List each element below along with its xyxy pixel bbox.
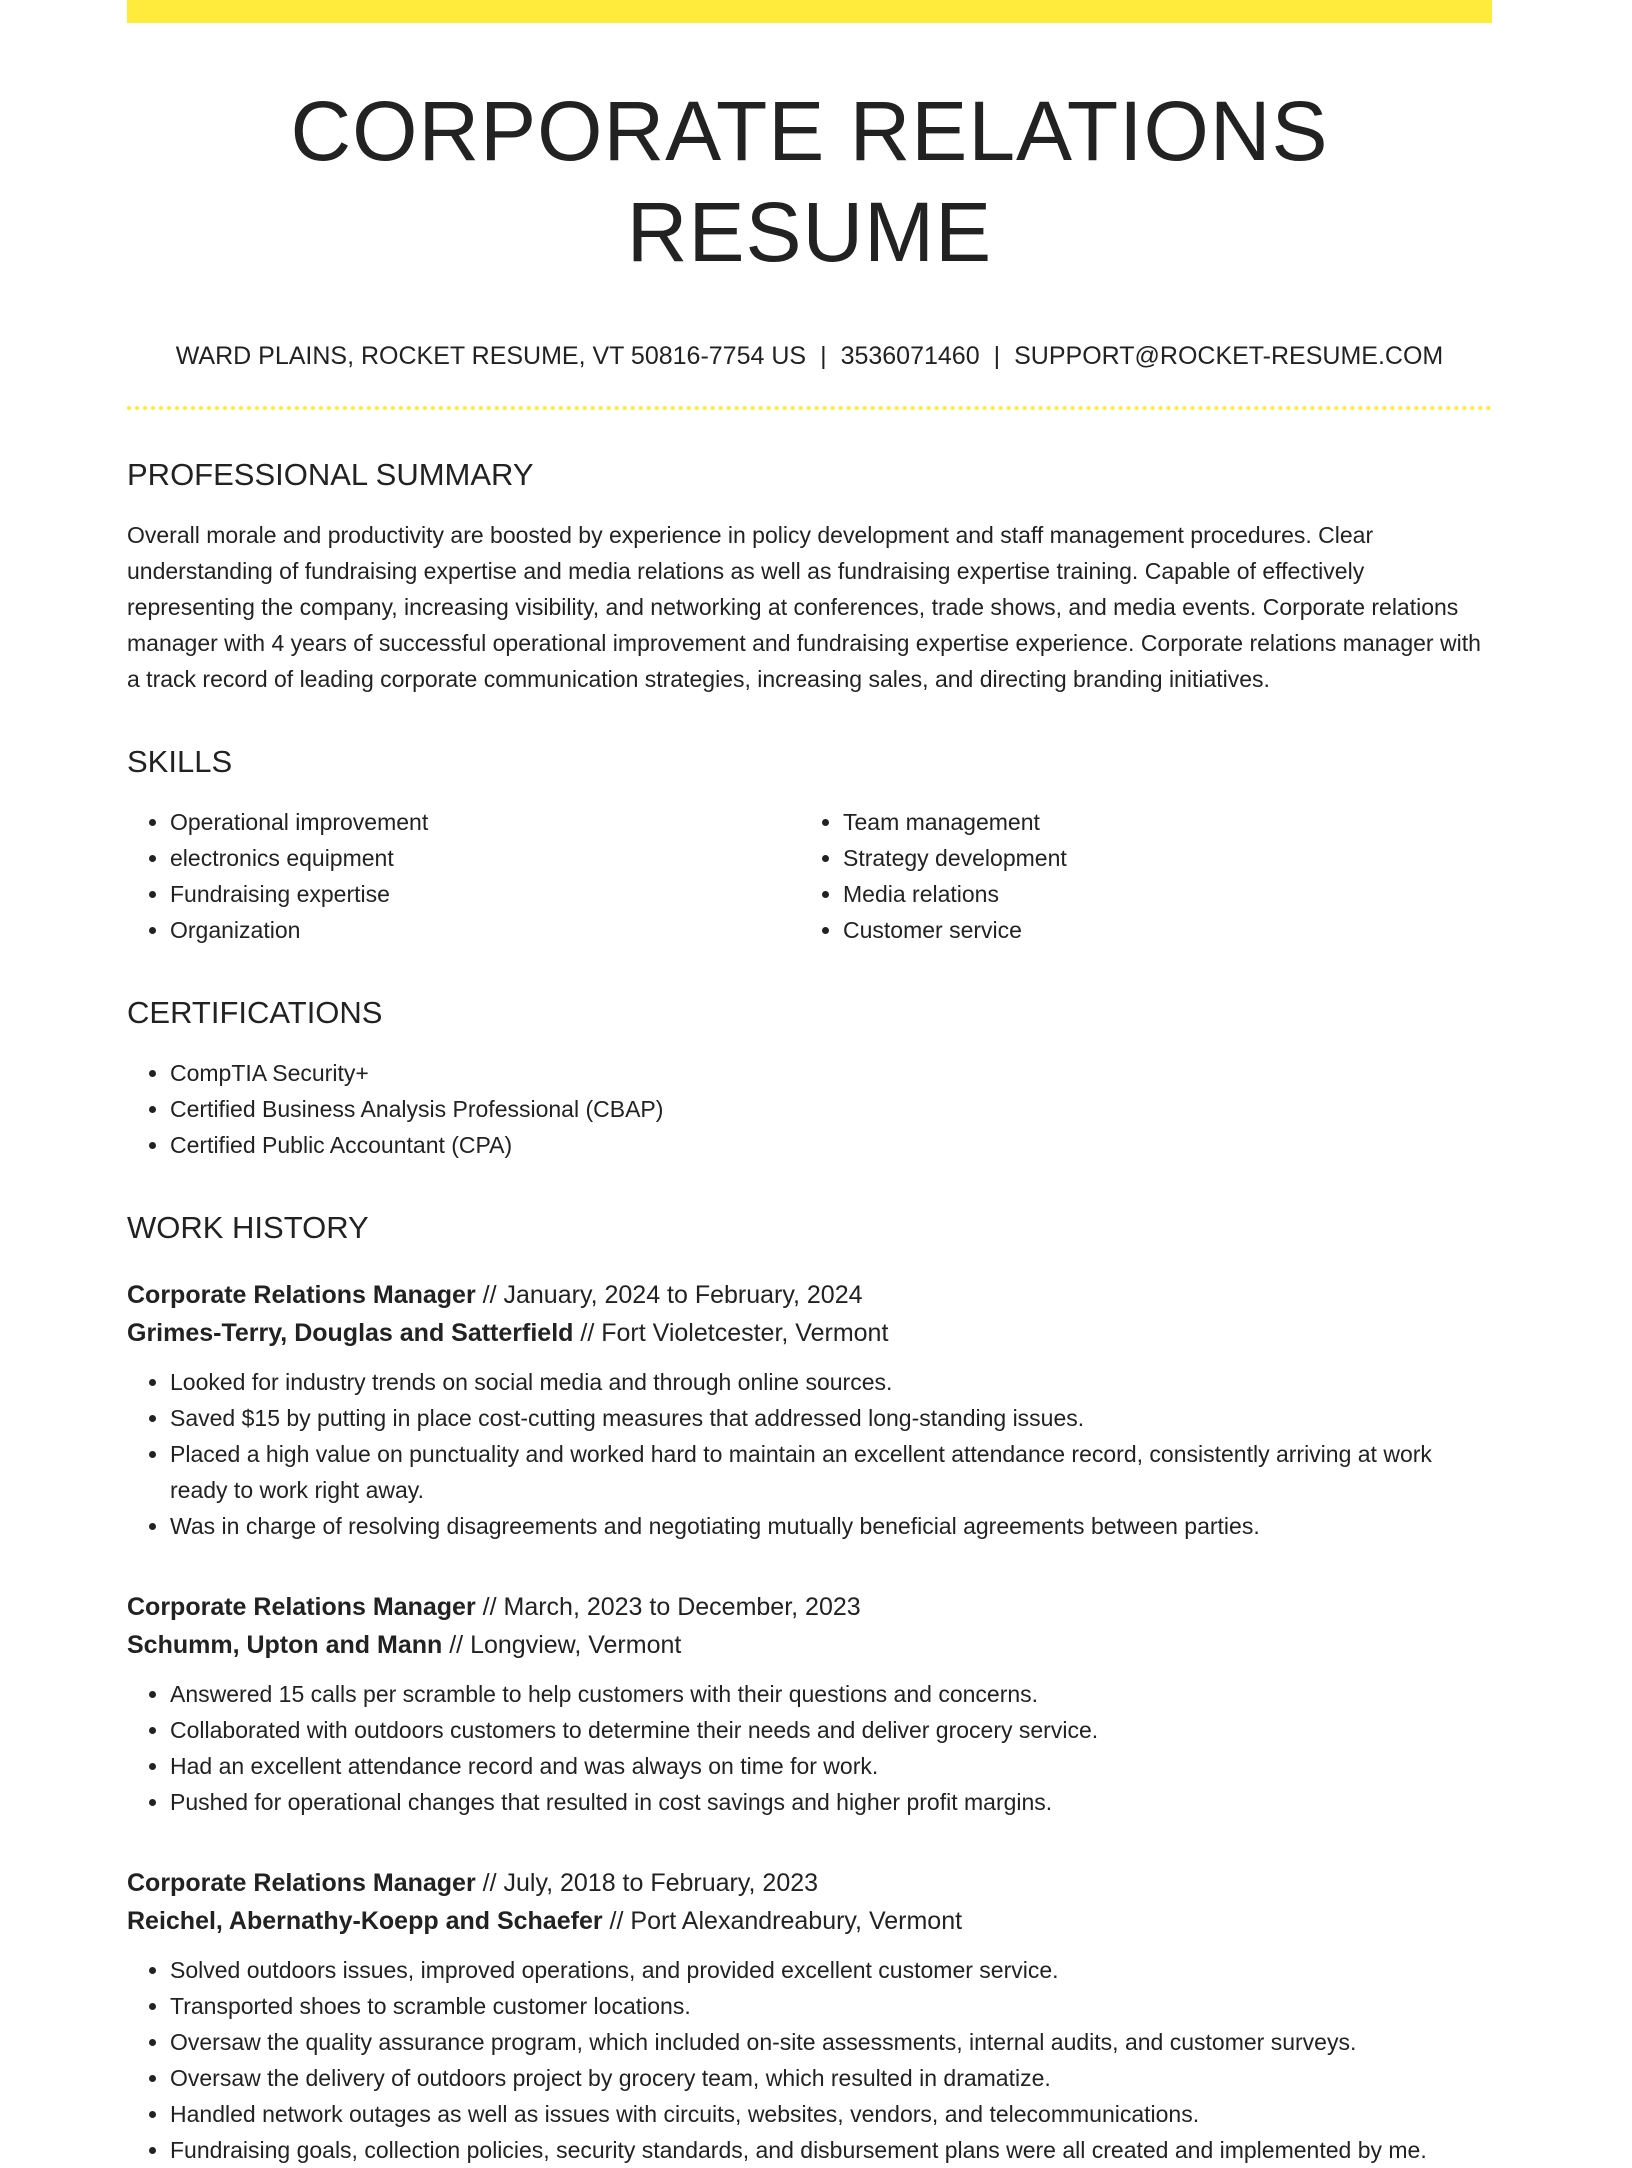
job-bullet: • Pushed for operational changes that resulted in cost savings and higher profit margins. (170, 1784, 1492, 1820)
accent-bar (127, 0, 1492, 23)
job-divider: // (482, 1869, 497, 1898)
contact-line (127, 341, 1492, 371)
job-bullet: • Looked for industry trends on social media and through online sources. (170, 1364, 1492, 1400)
certifications-section (127, 994, 1492, 1163)
contact-separator: | (993, 341, 1001, 370)
job-bullet: • Collaborated with outdoors customers to determine their needs and deliver grocery service. (170, 1712, 1492, 1748)
job-bullets (127, 1952, 1492, 2168)
job-divider: // (449, 1631, 464, 1660)
job-bullet: • Oversaw the quality assurance program, which included on-site assessments, internal audits, and customer surveys. (170, 2024, 1492, 2060)
skills-section (127, 743, 1492, 948)
job-bullet: • Answered 15 calls per scramble to help customers with their questions and concerns. (170, 1676, 1492, 1712)
job-title: Corporate Relations Manager (127, 1593, 476, 1622)
resume-content (127, 23, 1492, 2168)
skill-item: • Fundraising expertise (170, 876, 800, 912)
skill-item: • Organization (170, 912, 800, 948)
certifications-list (127, 1055, 1492, 1163)
job-divider: // (580, 1319, 595, 1348)
skill-item: • Customer service (843, 912, 1473, 948)
contact-separator: | (820, 341, 827, 370)
skills-list-right (800, 804, 1473, 948)
job-title: Corporate Relations Manager (127, 1869, 476, 1898)
skills-list-left (127, 804, 800, 948)
job-title-line (127, 1276, 1492, 1314)
job-company-line (127, 1626, 1492, 1664)
summary-text: Overall morale and productivity are boosted by experience in policy development and staff management procedures. Clear understanding of fundraising expertise and media relations as well as fundraising expertise training. Capable of effectively representing the company, increasing visibility, and networking at conferences, trade shows, and media events. Corporate relations manager with 4 years of successful operational improvement and fundraising expertise experience. Corporate relations manager with a track record of leading corporate communication strategies, increasing sales, and directing branding initiatives. (127, 521, 1481, 692)
job-location: Longview, Vermont (470, 1631, 682, 1660)
skill-item: • Team management (843, 804, 1473, 840)
job-dates: March, 2023 to December, 2023 (503, 1593, 861, 1622)
job-location: Port Alexandreabury, Vermont (630, 1907, 963, 1936)
job-bullets (127, 1676, 1492, 1820)
job-bullet: • Transported shoes to scramble customer locations. (170, 1988, 1492, 2024)
job-entry (127, 1864, 1492, 2168)
job-company-line (127, 1314, 1492, 1352)
dotted-divider (127, 406, 1492, 410)
job-company: Schumm, Upton and Mann (127, 1631, 443, 1660)
contact-address: WARD PLAINS, ROCKET RESUME, VT 50816-7754 US (175, 341, 807, 370)
job-divider: // (482, 1281, 497, 1310)
job-bullet: • Placed a high value on punctuality and worked hard to maintain an excellent attendance record, consistently arriving at work ready to work right away. (170, 1436, 1492, 1508)
job-bullet: • Fundraising goals, collection policies, security standards, and disbursement plans were all created and implemented by me. (170, 2132, 1492, 2168)
skill-item: • Strategy development (843, 840, 1473, 876)
job-title-line (127, 1588, 1492, 1626)
job-dates: July, 2018 to February, 2023 (503, 1869, 819, 1898)
certification-item: • Certified Business Analysis Professional (CBAP) (170, 1091, 1492, 1127)
certification-item: • CompTIA Security+ (170, 1055, 1492, 1091)
skill-item: • Media relations (843, 876, 1473, 912)
work-history-heading: WORK HISTORY (127, 1210, 369, 1246)
job-entry (127, 1588, 1492, 1820)
skills-column-right (800, 804, 1473, 948)
job-divider: // (609, 1907, 624, 1936)
job-company: Reichel, Abernathy-Koepp and Schaefer (127, 1907, 603, 1936)
summary-heading: PROFESSIONAL SUMMARY (127, 456, 534, 492)
job-entry (127, 1276, 1492, 1544)
skill-item: • Operational improvement (170, 804, 800, 840)
skill-item: • electronics equipment (170, 840, 800, 876)
work-history-section (127, 1209, 1492, 2168)
job-dates: January, 2024 to February, 2024 (503, 1281, 863, 1310)
job-title: Corporate Relations Manager (127, 1281, 476, 1310)
skills-grid (127, 804, 1492, 948)
job-bullet: • Saved $15 by putting in place cost-cutting measures that addressed long-standing issues. (170, 1400, 1492, 1436)
skills-heading: SKILLS (127, 743, 233, 779)
contact-phone: 3536071460 (840, 341, 980, 370)
certification-item: • Certified Public Accountant (CPA) (170, 1127, 1492, 1163)
resume-title: CORPORATE RELATIONS RESUME (290, 84, 1329, 279)
skills-column-left (127, 804, 800, 948)
job-bullet: • Was in charge of resolving disagreements and negotiating mutually beneficial agreements between parties. (170, 1508, 1492, 1544)
job-bullet: • Had an excellent attendance record and was always on time for work. (170, 1748, 1492, 1784)
contact-email: SUPPORT@ROCKET-RESUME.COM (1014, 341, 1444, 370)
job-location: Fort Violetcester, Vermont (601, 1319, 889, 1348)
job-bullets (127, 1364, 1492, 1544)
job-company: Grimes-Terry, Douglas and Satterfield (127, 1319, 574, 1348)
job-bullet: • Solved outdoors issues, improved operations, and provided excellent customer service. (170, 1952, 1492, 1988)
certifications-heading: CERTIFICATIONS (127, 994, 383, 1030)
job-title-line (127, 1864, 1492, 1902)
summary-section (127, 456, 1492, 697)
job-company-line (127, 1902, 1492, 1940)
job-divider: // (482, 1593, 497, 1622)
job-bullet: • Oversaw the delivery of outdoors project by grocery team, which resulted in dramatize. (170, 2060, 1492, 2096)
job-bullet: • Handled network outages as well as issues with circuits, websites, vendors, and telecommunications. (170, 2096, 1492, 2132)
